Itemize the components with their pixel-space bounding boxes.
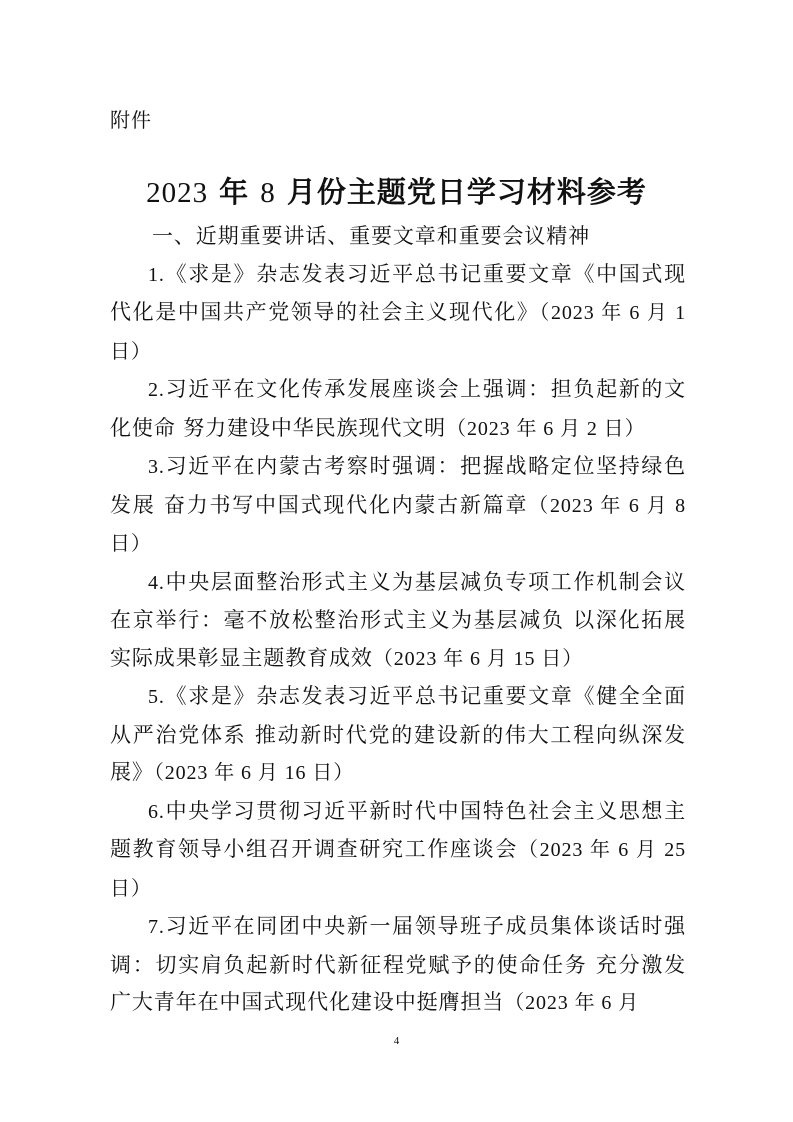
item-text: 习近平在文化传承发展座谈会上强调：担负起新的文化使命 努力建设中华民族现代文明	[110, 377, 686, 440]
item-date: （2023 年 6 月	[504, 992, 640, 1014]
item-number: 5.	[148, 686, 165, 708]
list-item	[110, 256, 686, 372]
item-number: 6.	[148, 800, 165, 823]
title-year-suffix: 年	[219, 175, 250, 209]
section-heading: 一、近期重要讲话、重要文章和重要会议精神	[152, 224, 590, 248]
item-text: 习近平在内蒙古考察时强调：把握战略定位坚持绿色发展 奋力书写中国式现代化内蒙古新篇章	[110, 454, 686, 517]
item-text: 中央学习贯彻习近平新时代中国特色社会主义思想主题教育领导小组召开调查研究工作座谈会	[110, 798, 686, 861]
title-year: 2023	[146, 177, 209, 209]
item-date: （2023 年 6 月 15 日）	[372, 647, 584, 670]
item-number: 1.	[148, 263, 165, 286]
list-item	[110, 908, 686, 1023]
item-text: 《求是》杂志发表习近平总书记重要文章《中国式现代化是中国共产党领导的社会主义现代化》	[110, 261, 686, 324]
list-item	[110, 678, 686, 793]
item-text: 中央层面整治形式主义为基层减负专项工作机制会议在京举行：毫不放松整治形式主义为基层减负 以深化拓展实际成果彰显主题教育成效	[110, 569, 686, 670]
item-date: （2023 年 6 月 1 日）	[110, 302, 686, 363]
list-item	[110, 793, 686, 909]
page-title	[0, 172, 793, 213]
attachment-label: 附件	[110, 108, 152, 132]
document-body	[110, 218, 686, 1023]
item-date: （2023 年 6 月 16 日）	[153, 762, 355, 784]
list-item	[110, 371, 686, 448]
list-item	[110, 448, 686, 564]
title-month: 8	[260, 177, 276, 209]
item-date: （2023 年 6 月 8 日）	[110, 494, 686, 555]
list-item	[110, 564, 686, 679]
item-number: 2.	[148, 379, 165, 401]
item-number: 7.	[148, 916, 165, 938]
item-date: （2023 年 6 月 2 日）	[446, 417, 646, 440]
item-number: 3.	[148, 456, 165, 478]
title-rest: 月份主题党日学习材料参考	[286, 175, 647, 209]
page-number: 4	[393, 1035, 400, 1047]
item-number: 4.	[148, 571, 165, 594]
item-date: （2023 年 6 月 25 日）	[110, 839, 686, 900]
item-text: 习近平在同团中央新一届领导班子成员集体谈话时强调：切实肩负起新时代新征程党赋予的使命任务 充分激发广大青年在中国式现代化建设中挺膺担当	[110, 914, 686, 1014]
item-text: 《求是》杂志发表习近平总书记重要文章《健全全面从严治党体系 推动新时代党的建设新的伟大工程向纵深发展》	[110, 684, 686, 784]
